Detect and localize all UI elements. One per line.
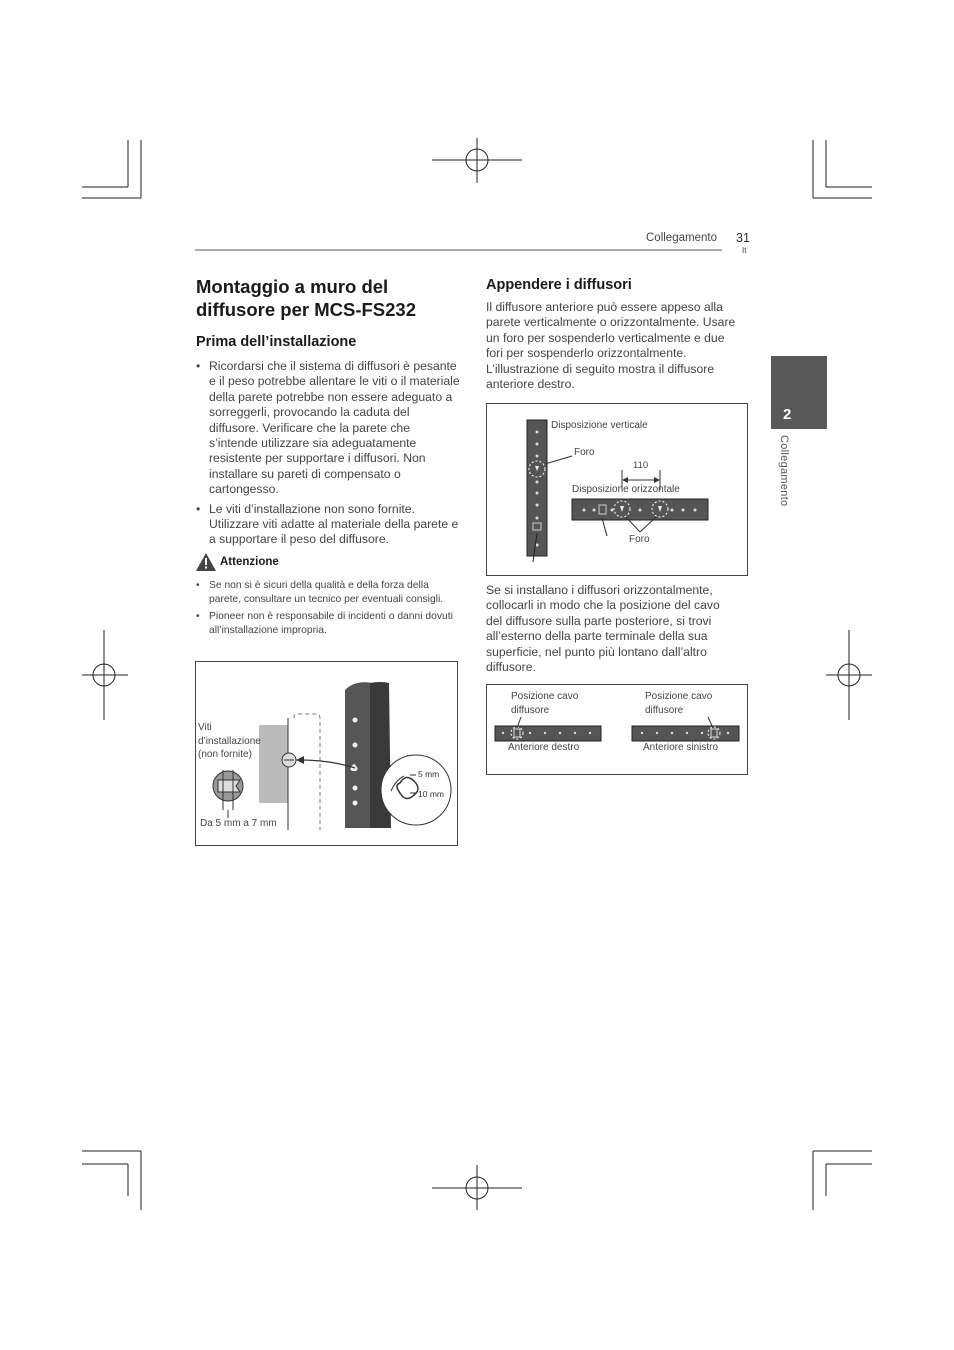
list-item: • Se non si è sicuri della qualità e della forza della parete, consultare un tecnico per eventuali consigli. [196, 579, 458, 606]
list-item: • Le viti d’installazione non sono fornite. Utilizzare viti adatte al materiale della parete e a supportare il peso del diffusore. [196, 502, 461, 548]
front-left-label: Anteriore sinistro [643, 742, 719, 753]
dimension-5mm: 5 mm [418, 769, 440, 779]
section-heading-before-install: Prima dell’installazione [196, 334, 357, 350]
language-code: It [742, 246, 747, 255]
screws-label-line2: d’installazione [198, 736, 261, 747]
hanging-intro-text: Il diffusore anteriore può essere appeso alla parete verticalmente o orizzontalmente. Usare un foro per sospenderlo verticalmente e due fori per sospenderlo orizzontalmente. L’illustrazione di seguito mostra il diffusore anteriore destro. [486, 300, 736, 392]
hole-label-horizontal: Foro [629, 534, 650, 545]
vertical-layout-label: Disposizione verticale [551, 420, 648, 431]
screw-size-range: Da 5 mm a 7 mm [200, 818, 277, 829]
cable-position-label-right-line2: diffusore [645, 705, 684, 716]
screws-label-line1: Viti [198, 722, 212, 733]
hole-label-vertical: Foro [574, 447, 595, 458]
chapter-number: 2 [783, 406, 792, 423]
caution-title: Attenzione [220, 556, 279, 568]
screws-label-line3: (non fornite) [198, 749, 252, 760]
hole-distance: 110 [633, 460, 649, 471]
section-heading-hanging: Appendere i diffusori [486, 277, 632, 293]
running-header-section: Collegamento [646, 232, 717, 244]
list-item: • Pioneer non è responsabile di incidenti o danni dovuti all’installazione impropria. [196, 610, 458, 637]
front-right-label: Anteriore destro [508, 742, 580, 753]
cable-position-label-left-line1: Posizione cavo [511, 691, 579, 702]
list-item: • Ricordarsi che il sistema di diffusori è pesante e il peso potrebbe allentare le viti o il materiale della parete potrebbe non essere adeguato a sorreggerli, provocando la caduta del diffusore. Verificare che la parete che s’intende utilizzare sia adeguatamente resistente per supportare i diffusori. Non installare su pareti di compensato o cartongesso. [196, 359, 461, 498]
horizontal-layout-label: Disposizione orizzontale [572, 484, 680, 495]
horizontal-install-text: Se si installano i diffusori orizzontalmente, collocarli in modo che la posizione del cavo del diffusore sulla parte posteriore, si trovi all’esterno della parte terminale della sua superficie, nel punto più lontano dall’altro diffusore. [486, 583, 720, 675]
cable-position-label-right-line1: Posizione cavo [645, 691, 713, 702]
dimension-10mm: 10 mm [418, 789, 444, 799]
cable-position-label-left-line2: diffusore [511, 705, 550, 716]
chapter-label: Collegamento [778, 435, 790, 507]
page-number: 31 [736, 231, 750, 245]
page-title: Montaggio a muro del diffusore per MCS-FS232 [196, 276, 416, 320]
